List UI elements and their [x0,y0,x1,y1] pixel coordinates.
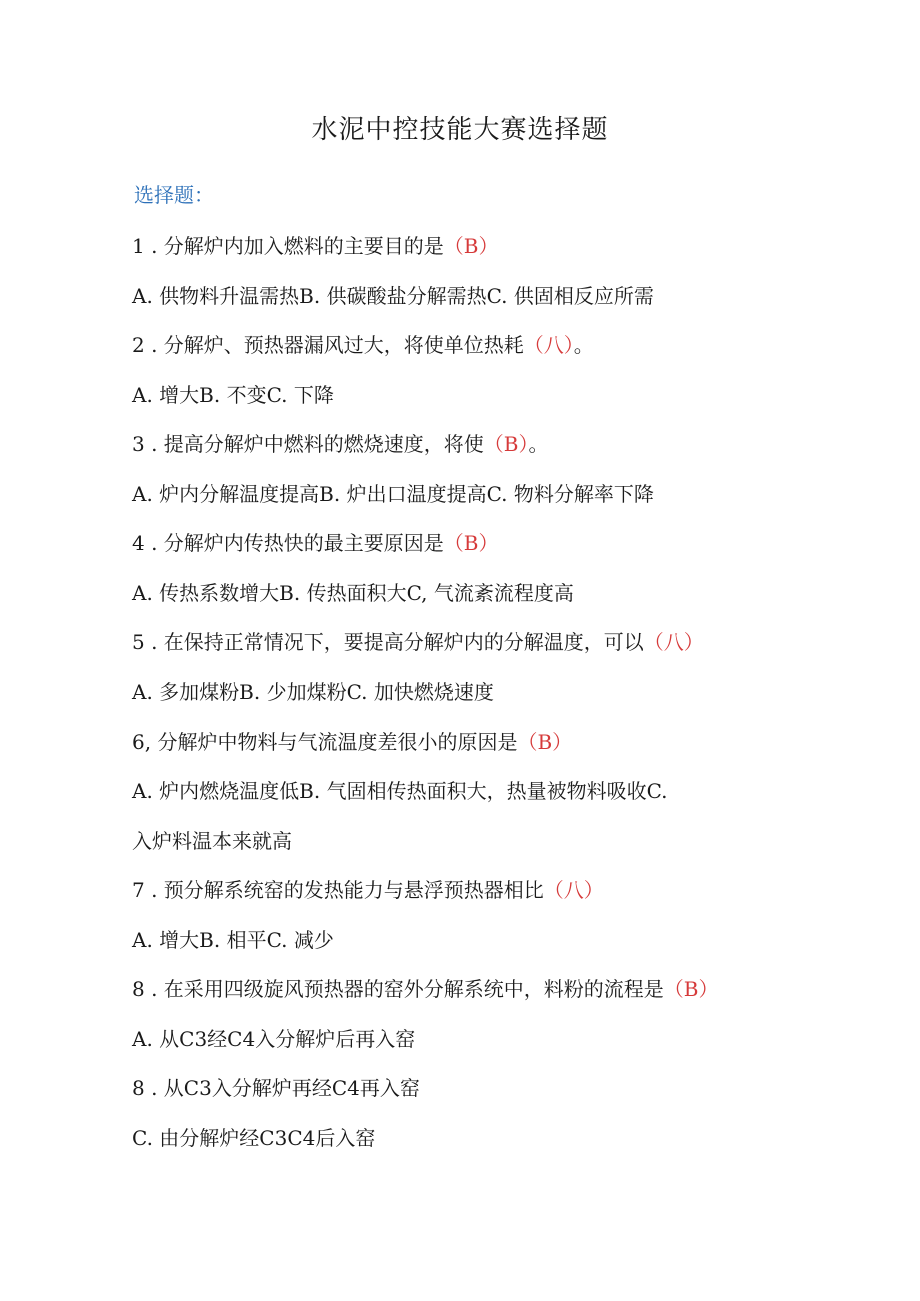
line-text: A. 炉内燃烧温度低B. 气固相传热面积大，热量被物料吸收C. [132,779,668,803]
question-line [132,429,549,459]
question-line [132,231,499,261]
line-text: A. 增大B. 相平C. 减少 [132,928,334,952]
option-line [132,1073,420,1103]
question-line [132,627,704,657]
line-text: 8 . 在采用四级旋风预热器的窑外分解系统中，料粉的流程是 [132,977,664,1001]
line-text: C. 由分解炉经C3C4后入窑 [132,1126,376,1150]
question-line [132,528,499,558]
line-text: 入炉料温本来就高 [132,829,292,853]
option-line-continuation [132,826,292,856]
line-suffix: 。 [528,432,549,456]
option-line [132,1024,415,1054]
option-line [132,776,668,806]
page-title: 水泥中控技能大赛选择题 [311,115,609,145]
line-text: 5 . 在保持正常情况下，要提高分解炉内的分解温度，可以 [132,630,644,654]
answer-mark: （B） [483,432,529,456]
answer-mark: （八） [643,630,704,654]
option-line [132,479,654,509]
answer-mark: （B） [443,234,499,258]
line-text: A. 炉内分解温度提高B. 炉出口温度提高C. 物料分解率下降 [132,482,654,506]
answer-mark: （B） [663,977,719,1001]
answer-mark: （B） [443,531,499,555]
line-text: 1 . 分解炉内加入燃料的主要目的是 [132,234,444,258]
option-line [132,380,334,410]
line-text: 3 . 提高分解炉中燃料的燃烧速度，将使 [132,432,484,456]
line-text: A. 从C3经C4入分解炉后再入窑 [132,1027,416,1051]
line-text: 8 . 从C3入分解炉再经C4再入窑 [132,1076,420,1100]
line-text: 4 . 分解炉内传热快的最主要原因是 [132,531,444,555]
line-text: A. 增大B. 不变C. 下降 [132,383,334,407]
answer-mark: （八） [543,878,604,902]
answer-mark: （B） [517,730,573,754]
line-text: 7 . 预分解系统窑的发热能力与悬浮预热器相比 [132,878,544,902]
answer-mark: （八） [523,333,574,357]
line-text: A. 多加煤粉B. 少加煤粉C. 加快燃烧速度 [132,680,494,704]
option-line [132,925,334,955]
question-line [132,875,604,905]
option-line [132,578,574,608]
option-line [132,281,654,311]
option-line [132,677,494,707]
option-line [132,1123,375,1153]
section-heading: 选择题： [134,183,214,207]
line-text: 2 . 分解炉、预热器漏风过大，将使单位热耗 [132,333,524,357]
line-suffix: 。 [573,333,594,357]
question-line [132,330,594,360]
line-text: A. 传热系数增大B. 传热面积大C, 气流紊流程度高 [132,581,574,605]
question-line [132,974,719,1004]
question-line [132,727,572,757]
line-text: A. 供物料升温需热B. 供碳酸盐分解需热C. 供固相反应所需 [132,284,654,308]
line-text: 6, 分解炉中物料与气流温度差很小的原因是 [132,730,518,754]
